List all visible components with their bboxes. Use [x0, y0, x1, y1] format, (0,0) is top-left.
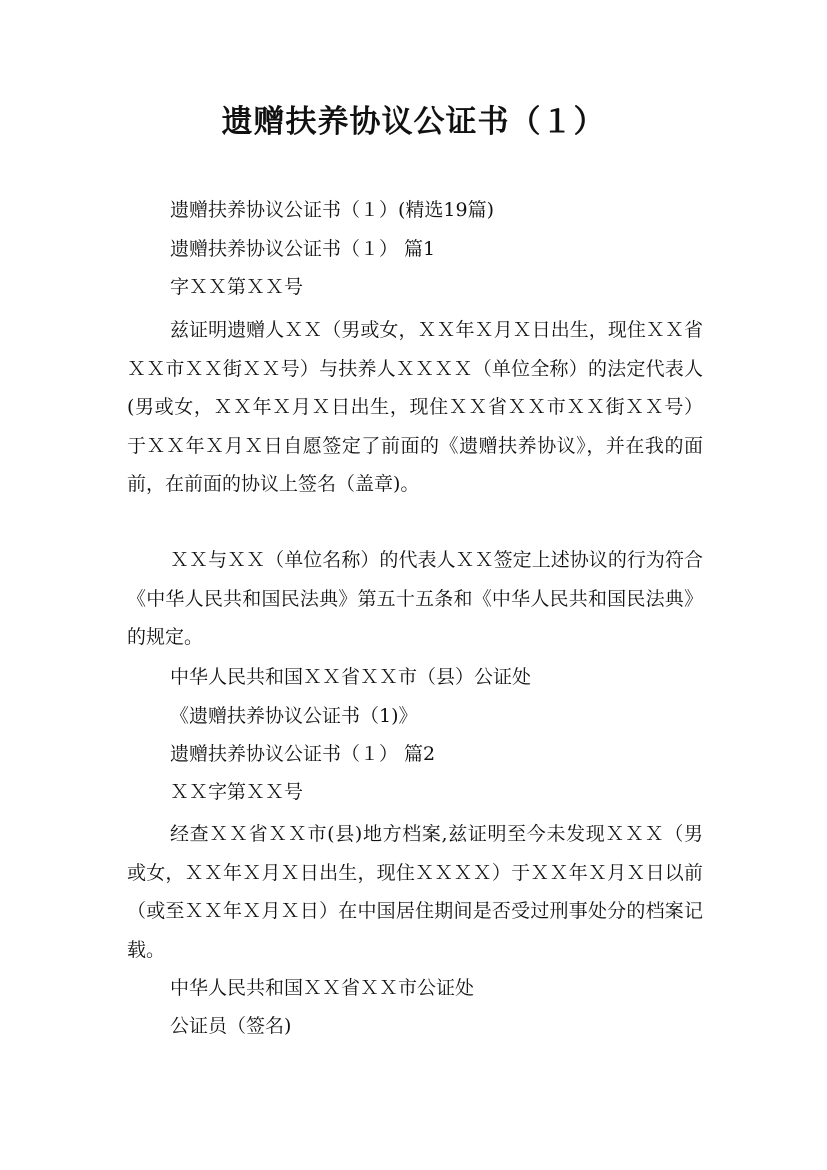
paragraph-certification-2: 经查ＸＸ省ＸＸ市(县)地方档案,兹证明至今未发现ＸＸＸ（男或女，ＸＸ年Ｘ月Ｘ日出生，现住ＸＸＸＸ）于ＸＸ年Ｘ月Ｘ日以前（或至ＸＸ年Ｘ月Ｘ日）在中国居住期间是否受过刑事处分的档案记载。 [127, 823, 703, 961]
paragraph-certification-1: 兹证明遗赠人ＸＸ（男或女，ＸＸ年Ｘ月Ｘ日出生，现住ＸＸ省ＸＸ市ＸＸ街ＸＸ号）与扶养人ＸＸＸＸ（单位全称）的法定代表人(男或女，ＸＸ年Ｘ月Ｘ日出生，现住ＸＸ省ＸＸ市ＸＸ街ＸＸ号）于ＸＸ年Ｘ月Ｘ日自愿签定了前面的《遗赠扶养协议》，并在我的面前，在前面的协议上签名（盖章)。 [127, 319, 703, 495]
notary-signature: 公证员（签名) [170, 1015, 292, 1037]
document-number-1: 字ＸＸ第ＸＸ号 [170, 276, 304, 298]
document-number-2: ＸＸ字第ＸＸ号 [170, 781, 304, 803]
document-reference: 《遗赠扶养协议公证书（1)》 [170, 705, 418, 727]
notary-office-1: 中华人民共和国ＸＸ省ＸＸ市（县）公证处 [170, 666, 532, 688]
section-heading-1: 遗赠扶养协议公证书（１） 篇1 [170, 238, 436, 260]
paragraph-legal-basis: ＸＸ与ＸＸ（单位名称）的代表人ＸＸ签定上述协议的行为符合《中华人民共和国民法典》第五十五条和《中华人民共和国民法典》的规定。 [127, 549, 703, 648]
section-heading-2: 遗赠扶养协议公证书（１） 篇2 [170, 743, 436, 765]
document-subtitle: 遗赠扶养协议公证书（１）(精选19篇) [170, 199, 495, 221]
document-title: 遗赠扶养协议公证书（１） [221, 104, 606, 140]
notary-office-2: 中华人民共和国ＸＸ省ＸＸ市公证处 [170, 977, 475, 999]
